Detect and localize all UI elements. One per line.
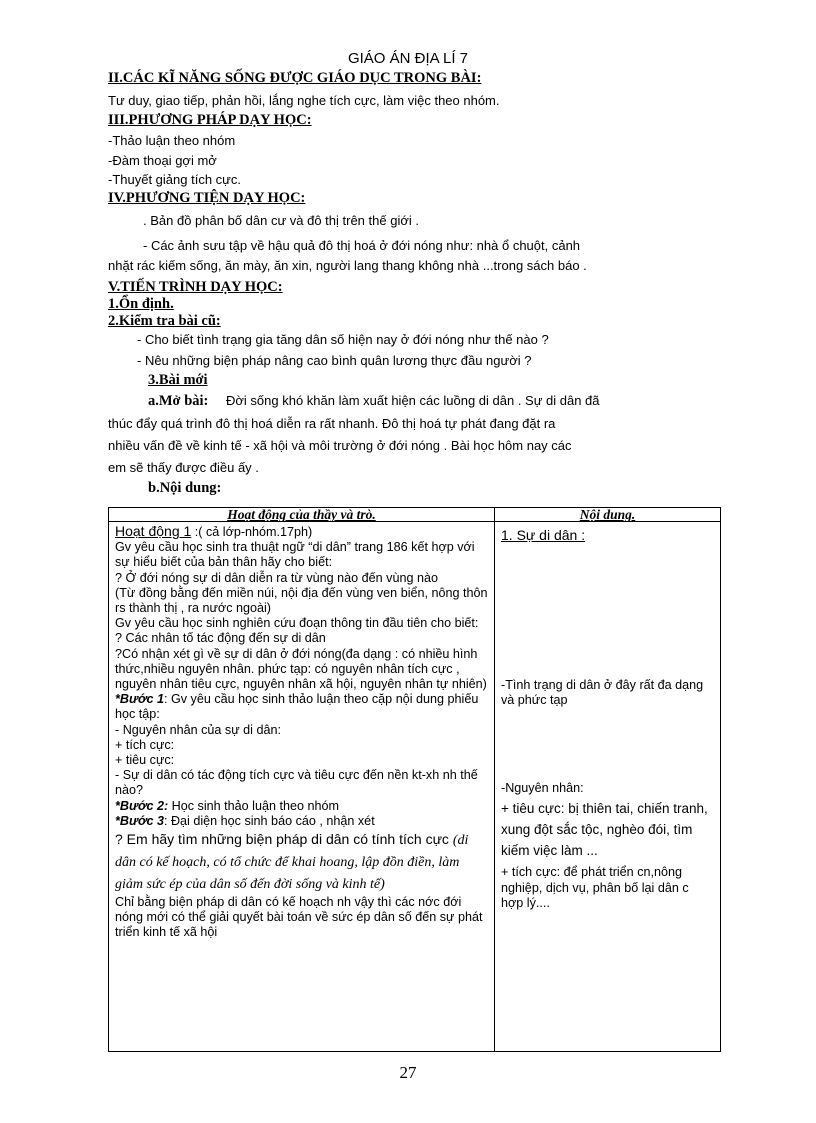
activity-paragraph: (Từ đồng bằng đến miền núi, nội địa đến vùng ven biển, nông thôn rs thành thị , ra nước ngoài) bbox=[115, 585, 488, 616]
section-2-heading: II.CÁC KĨ NĂNG SỐNG ĐƯỢC GIÁO DỤC TRONG BÀI: bbox=[108, 70, 482, 86]
review-question: - Nêu những biện pháp nâng cao bình quân lương thực đầu người ? bbox=[137, 353, 532, 368]
section-3-item: -Thảo luận theo nhóm bbox=[108, 133, 236, 148]
step-2: 2.Kiểm tra bài cũ: bbox=[108, 313, 221, 329]
intro-label: a.Mở bài: bbox=[148, 393, 209, 409]
step-text: : Gv yêu cầu học sinh thảo luận theo cặp nội dung phiếu học tập: bbox=[115, 692, 479, 722]
intro-text: nhiều vấn đề về kinh tế - xã hội và môi trường ở đới nóng . Bài học hôm nay các bbox=[108, 438, 572, 453]
activity-paragraph: ?Có nhận xét gì về sự di dân ở đới nóng(đa dạng : có nhiều hình thức,nhiều nguyên nhân. phức tạp: có nguyên nhân tích cực , nguyên nhân tiêu cực, nguyên nhân xã hội, nguyên nhân tự nhiên) bbox=[115, 646, 487, 692]
activity-paragraph: - Sự di dân có tác động tích cực và tiêu cực đến nền kt-xh nh thế nào? bbox=[115, 768, 478, 798]
lesson-table bbox=[108, 507, 721, 1052]
review-question: - Cho biết tình trạng gia tăng dân số hiện nay ở đới nóng như thế nào ? bbox=[137, 332, 549, 347]
activity-answer: (di dân có kế hoạch, có tổ chức để khai hoang, lập đồn điền, làm giảm sức ép của dân số đến đời sống và kinh tế) bbox=[115, 833, 469, 893]
intro-text: thúc đẩy quá trình đô thị hoá diễn ra rất nhanh. Đô thị hoá tự phát đang đặt ra bbox=[108, 416, 556, 431]
page-number: 27 bbox=[399, 1063, 417, 1082]
step-text: Học sinh thảo luận theo nhóm bbox=[168, 798, 339, 813]
step-1: 1.Ổn định. bbox=[108, 296, 174, 312]
content-heading: 1. Sự di dân : bbox=[501, 527, 586, 543]
section-4-line: nhặt rác kiếm sống, ăn mày, ăn xin, người lang thang không nhà ...trong sách báo . bbox=[108, 258, 587, 273]
activity-paragraph: Chỉ bằng biện pháp di dân có kế hoạch nh vậy thì các nớc đới nóng mới có thể giải quyết bài toán về sức ép dân số đến sự phát triển kinh tế xã hội bbox=[115, 895, 483, 940]
step-label: *Bước 1 bbox=[115, 692, 164, 707]
step-text: : Đại diện học sinh báo cáo , nhận xét bbox=[163, 813, 375, 828]
section-5-heading: V.TIẾN TRÌNH DẠY HỌC: bbox=[108, 279, 283, 295]
activity-paragraph: + tích cực: bbox=[115, 737, 175, 752]
activity-title: Hoạt động 1 bbox=[115, 523, 192, 539]
intro-text: Đời sống khó khăn làm xuất hiện các luồng di dân . Sự di dân đã bbox=[226, 393, 600, 408]
content-paragraph: -Tình trạng di dân ở đây rất đa dạng và phức tạp bbox=[501, 677, 704, 707]
section-3-item: -Đàm thoại gợi mở bbox=[108, 153, 217, 168]
column-header-content: Nội dung. bbox=[495, 508, 721, 522]
section-2-text: Tư duy, giao tiếp, phản hồi, lắng nghe tích cực, làm việc theo nhóm. bbox=[108, 93, 500, 108]
page-title: GIÁO ÁN ĐỊA LÍ 7 bbox=[347, 50, 469, 67]
step-label: *Bước 3 bbox=[115, 813, 164, 828]
activity-paragraph: Gv yêu cầu học sinh nghiên cứu đoạn thông tin đầu tiên cho biết: bbox=[115, 616, 479, 631]
activity-note: :( cả lớp-nhóm.17ph) bbox=[191, 525, 313, 539]
activity-paragraph: ? Ở đới nóng sự di dân diễn ra từ vùng nào đến vùng nào bbox=[115, 570, 438, 585]
section-4-heading: IV.PHƯƠNG TIỆN DẠY HỌC: bbox=[108, 190, 306, 206]
activities-cell bbox=[109, 522, 495, 1052]
content-paragraph: -Nguyên nhân: bbox=[501, 780, 584, 795]
content-paragraph: + tiêu cực: bị thiên tai, chiến tranh, xung đột sắc tộc, nghèo đói, tìm kiếm việc làm ... bbox=[501, 801, 708, 858]
column-header-activities: Hoạt động của thầy và trò. bbox=[109, 508, 495, 522]
activity-paragraph: ? Các nhân tố tác động đến sự di dân bbox=[115, 631, 326, 646]
content-cell bbox=[495, 522, 721, 1052]
step-label: *Bước 2: bbox=[115, 798, 169, 813]
intro-text: em sẽ thấy được điều ấy . bbox=[108, 460, 259, 475]
activity-paragraph: Gv yêu cầu học sinh tra thuật ngữ “di dân” trang 186 kết hợp với sự hiểu biết của bản thân hãy cho biết: bbox=[115, 540, 475, 570]
activity-question: ? Em hãy tìm những biện pháp di dân có tính tích cực bbox=[115, 831, 449, 848]
content-label: b.Nội dung: bbox=[148, 480, 222, 496]
step-3: 3.Bài mới bbox=[148, 372, 208, 388]
section-3-heading: III.PHƯƠNG PHÁP DẠY HỌC: bbox=[108, 112, 312, 128]
section-3-item: -Thuyết giảng tích cực. bbox=[108, 172, 241, 187]
activity-paragraph: - Nguyên nhân của sự di dân: bbox=[115, 722, 281, 737]
section-4-line: - Các ảnh sưu tập về hậu quả đô thị hoá ở đới nóng như: nhà ổ chuột, cảnh bbox=[143, 238, 581, 253]
section-4-line: . Bản đồ phân bố dân cư và đô thị trên thế giới . bbox=[143, 213, 419, 228]
content-paragraph: + tích cực: để phát triển cn,nông nghiệp, dịch vụ, phân bố lại dân c hợp lý.... bbox=[501, 865, 689, 910]
activity-paragraph: + tiêu cực: bbox=[115, 753, 175, 768]
